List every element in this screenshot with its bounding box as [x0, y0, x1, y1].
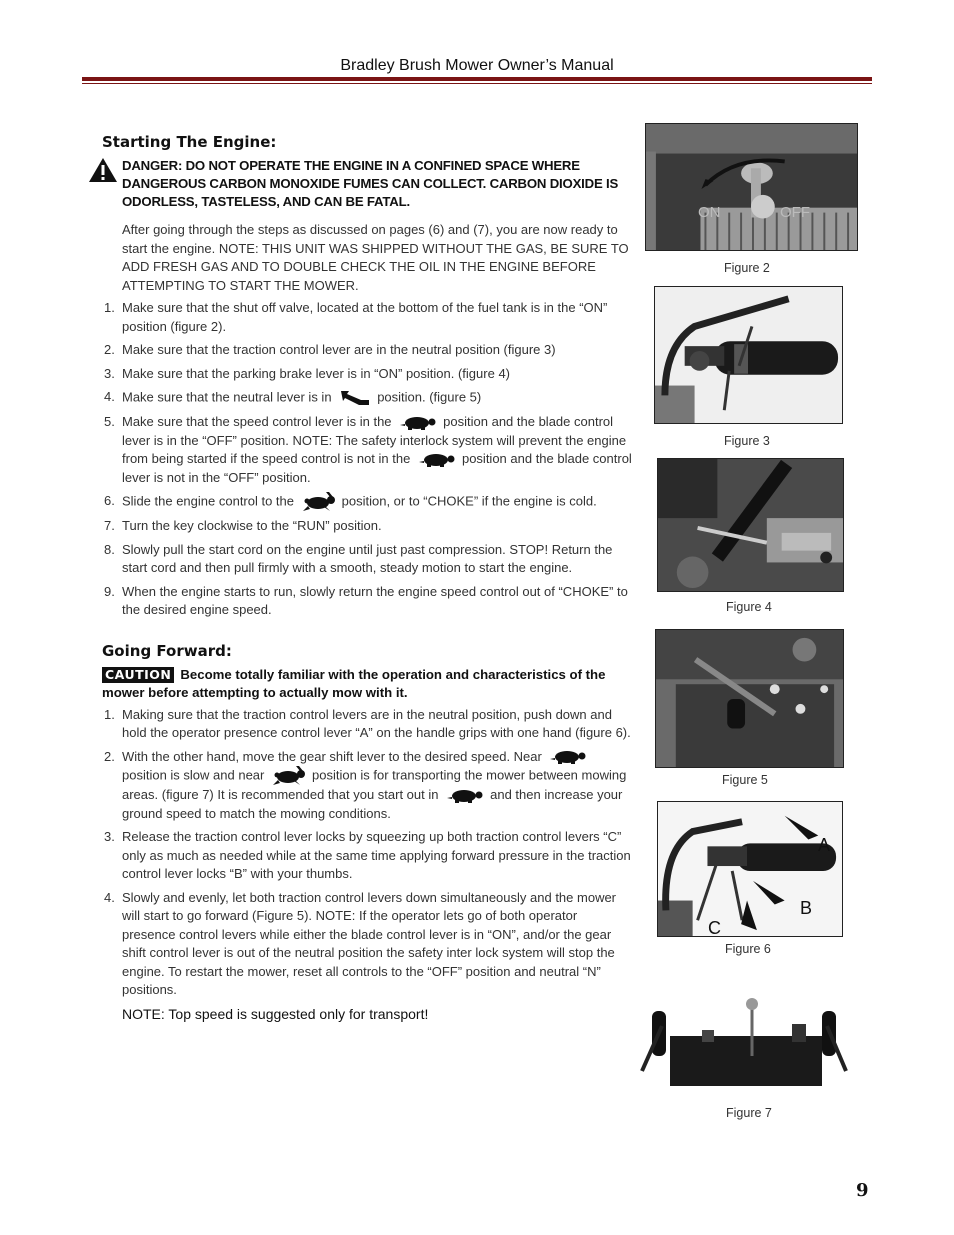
caution-notice — [102, 666, 632, 702]
caution-badge: CAUTION — [102, 667, 174, 683]
list-item — [102, 299, 632, 336]
step-number: 5. — [104, 414, 115, 429]
step-number: 1. — [104, 300, 115, 315]
list-item — [102, 413, 632, 487]
step-text: Slide the engine control to the — [122, 493, 295, 509]
header-rule-thick — [82, 77, 872, 81]
lever-c-label: C — [708, 918, 721, 937]
turtle-icon — [446, 788, 486, 804]
figure-4-caption: Figure 4 — [726, 600, 772, 614]
step-text: Making sure that the traction control levers are in the neutral position, push down and hold the operator presence control lever “A” on the handle grips with one hand (figure 6). — [122, 706, 631, 740]
step-number: 1. — [104, 706, 115, 722]
list-item — [102, 388, 632, 408]
step-number: 2. — [104, 748, 115, 764]
figure-3-photo — [654, 286, 843, 424]
list-item — [102, 517, 632, 536]
step-text: Slowly pull the start cord on the engine until just past compression. STOP! Return the start cord and then pull firmly with a smooth, steady motion to start the engine. — [122, 541, 613, 575]
page-number: 9 — [856, 1180, 869, 1201]
figure-4-photo — [657, 458, 844, 592]
manual-title: Bradley Brush Mower Owner’s Manual — [340, 57, 614, 74]
step-number: 3. — [104, 829, 115, 844]
figure-5-caption: Figure 5 — [722, 773, 768, 787]
step-text: Turn the key clockwise to the “RUN” position. — [122, 518, 382, 533]
figure-2-caption: Figure 2 — [724, 261, 770, 275]
starting-engine-heading: Starting The Engine: — [102, 133, 277, 151]
step-text: Slowly and evenly, let both traction control levers down simultaneously and the mower will start to go forward (Figure 5). NOTE: If the operator lets go of both operator presence control levers while either the blade control lever is in “ON”, and/or the gear shift control lever is out of the neutral position the safety inter lock system will stop the engine. To restart the mower, reset all controls to the “OFF” position and neutral “N” positions. — [122, 889, 617, 997]
step-text: position. (figure 5) — [377, 389, 482, 405]
list-item — [102, 492, 632, 512]
list-item — [102, 541, 632, 578]
list-item — [102, 748, 632, 824]
transport-note: NOTE: Top speed is suggested only for transport! — [122, 1005, 429, 1022]
figure-7-caption: Figure 7 — [726, 1106, 772, 1120]
step-text: position is for transporting the mower between mowing areas. (figure 7) It is recommended that you start out in — [122, 767, 627, 802]
step-text: position is slow and near — [122, 767, 265, 783]
step-text: Make sure that the speed control lever is in the — [122, 414, 392, 429]
figure-7-photo — [632, 996, 856, 1094]
step-text: and then increase your ground speed to match the mowing conditions. — [122, 787, 623, 821]
turtle-icon — [399, 415, 439, 431]
forward-steps — [102, 706, 632, 1000]
step-number: 4. — [104, 389, 115, 404]
step-text: Make sure that the shut off valve, located at the bottom of the fuel tank is in the “ON” position (figure 2). — [122, 300, 608, 334]
header-rule-thin — [82, 83, 872, 84]
step-text: When the engine starts to run, slowly return the engine speed control out of “CHOKE” to the desired engine speed. — [122, 583, 628, 617]
step-text: Release the traction control lever locks by squeezing up both traction control levers “C” only as much as needed while at the same time applying forward pressure in the traction control lever locks “B” with your thumbs. — [122, 829, 631, 881]
danger-notice — [102, 157, 632, 211]
rabbit-icon — [272, 766, 308, 786]
turtle-icon — [418, 452, 458, 468]
step-number: 3. — [104, 365, 115, 381]
lever-b-label: B — [800, 898, 813, 918]
rabbit-icon — [302, 492, 338, 512]
step-text: Make sure that the neutral lever is in — [122, 389, 332, 405]
step-number: 9. — [104, 583, 115, 599]
figure-5-photo — [655, 629, 844, 768]
starting-steps — [102, 299, 632, 620]
figure-3-caption: Figure 3 — [724, 434, 770, 448]
turtle-icon — [549, 749, 589, 765]
starting-intro: After going through the steps as discussed on pages (6) and (7), you are now ready to start the engine. NOTE: THIS UNIT WAS SHIPPED WITHOUT THE GAS, BE SURE TO ADD FRESH GAS AND TO DOUBLE CHECK THE OIL IN THE ENGINE BEFORE ATTEMPTING TO START THE MOWER. — [122, 222, 629, 293]
valve-off-label: OFF — [780, 204, 810, 221]
going-forward-heading: Going Forward: — [102, 641, 232, 660]
step-text: Make sure that the traction control lever are in the neutral position (figure 3) — [122, 342, 556, 357]
warning-triangle-icon — [88, 157, 118, 183]
list-item — [102, 583, 632, 620]
figure-6-caption: Figure 6 — [725, 942, 771, 956]
caution-text: Become totally familiar with the operation and characteristics of the mower before attempting to actually mow with it. — [102, 666, 606, 700]
step-text: position and the blade control lever is not in the “OFF” position. — [122, 451, 632, 485]
figure-6-photo — [657, 801, 843, 937]
list-item — [102, 365, 632, 384]
list-item — [102, 828, 632, 884]
lever-a-label: A — [818, 835, 831, 855]
step-number: 4. — [104, 889, 115, 905]
step-text: position and the blade control lever is in the “OFF” position. NOTE: The safety interlock system will prevent the engine from being started if the speed control is not in the — [122, 414, 627, 466]
step-number: 6. — [104, 493, 115, 508]
step-text: With the other hand, move the gear shift lever to the desired speed. Near — [122, 748, 542, 764]
step-number: 8. — [104, 541, 115, 557]
valve-on-label: ON — [698, 204, 721, 221]
danger-text: DANGER: DO NOT OPERATE THE ENGINE IN A CONFINED SPACE WHERE DANGEROUS CARBON MONOXIDE FUMES CAN COLLECT. CARBON DIOXIDE IS ODORLESS, TASTELESS, AND CAN BE FATAL. — [122, 158, 619, 209]
text-column — [102, 133, 632, 1022]
step-text: Make sure that the parking brake lever is in “ON” position. (figure 4) — [122, 365, 511, 381]
list-item — [102, 341, 632, 360]
figure-2-photo — [645, 123, 858, 251]
step-number: 7. — [104, 518, 115, 533]
list-item — [102, 706, 632, 743]
list-item — [102, 889, 632, 1000]
step-number: 2. — [104, 342, 115, 357]
neutral-arrow-icon — [339, 388, 373, 408]
step-text: position, or to “CHOKE” if the engine is cold. — [341, 493, 597, 509]
